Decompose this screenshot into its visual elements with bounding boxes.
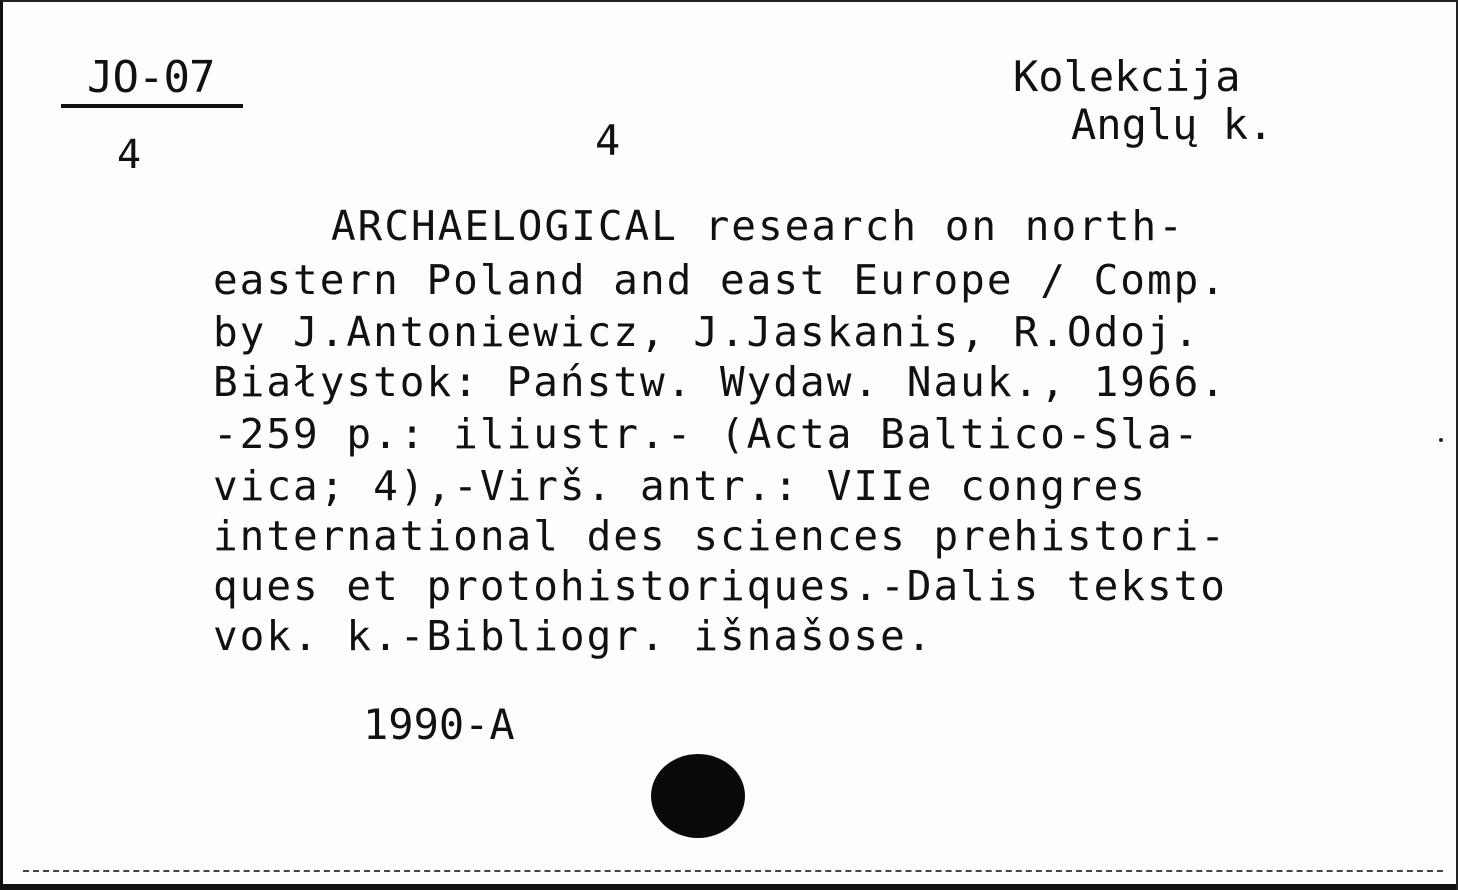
call-number: JO-07 <box>87 52 215 103</box>
copy-number: 4 <box>595 116 621 165</box>
margin-mark <box>1439 438 1443 442</box>
description-line: by J.Antoniewicz, J.Jaskanis, R.Odoj. <box>213 308 1201 356</box>
card-bottom-edge <box>3 884 1456 890</box>
bottom-perforation <box>23 870 1443 872</box>
description-line: -259 p.: iliustr.- (Acta Baltico-Sla- <box>213 410 1201 458</box>
description-line: eastern Poland and east Europe / Comp. <box>213 256 1227 304</box>
inventory-number: 1990-A <box>363 700 515 749</box>
collection-label: Kolekcija <box>1013 52 1241 101</box>
call-number-underline <box>61 104 243 108</box>
call-number-sub: 4 <box>117 132 142 178</box>
punch-hole <box>651 754 745 838</box>
collection-language: Anglų k. <box>1071 100 1274 149</box>
description-line: ARCHAELOGICAL research on north- <box>331 202 1185 250</box>
description-line: Białystok: Państw. Wydaw. Nauk., 1966. <box>213 358 1227 406</box>
description-line: vica; 4),-Virš. antr.: VIIe congres <box>213 462 1147 510</box>
description-line: international des sciences prehistori- <box>213 512 1227 560</box>
description-line: vok. k.-Bibliogr. išnašose. <box>213 612 934 660</box>
description-line: ques et protohistoriques.-Dalis teksto <box>213 562 1227 610</box>
